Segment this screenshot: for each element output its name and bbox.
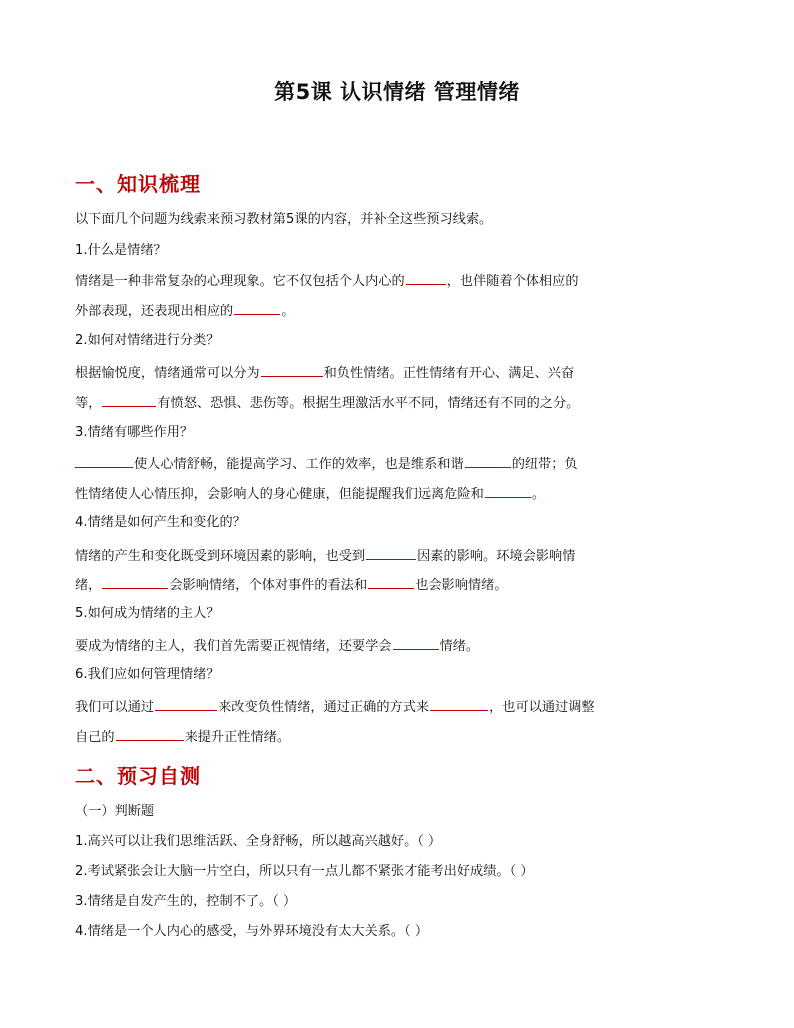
fill-blank[interactable] (75, 454, 133, 468)
fill-blank[interactable] (368, 575, 414, 589)
intro-text: 以下面几个问题为线索来预习教材第5课的内容，并补全这些预习线索。 (75, 212, 493, 227)
answer-1-line-1 (75, 271, 579, 291)
text: 的纽带；负 (511, 457, 578, 472)
text: 绪， (75, 578, 102, 593)
answer-3-line-1 (75, 454, 578, 474)
judgment-item-1: 1.高兴可以让我们思维活跃、全身舒畅，所以越高兴越好。（ ） (75, 834, 442, 849)
subsection-judgment: （一）判断题 (75, 804, 155, 819)
fill-blank[interactable] (116, 727, 184, 741)
question-2: 2.如何对情绪进行分类？ (75, 333, 220, 348)
text: 要成为情绪的主人，我们首先需要正视情绪，还要学会 (75, 639, 392, 654)
section-heading-self-test: 二、预习自测 (75, 764, 201, 788)
answer-3-line-2 (75, 484, 545, 504)
fill-blank[interactable] (234, 301, 280, 315)
fill-blank[interactable] (393, 636, 439, 650)
answer-5-line-1 (75, 636, 479, 656)
fill-blank[interactable] (366, 546, 416, 560)
text: 有愤怒、恐惧、悲伤等。根据生理激活水平不同，情绪还有不同的之分。 (157, 396, 580, 411)
question-6: 6.我们应如何管理情绪？ (75, 667, 220, 682)
text: 外部表现，还表现出相应的 (75, 304, 234, 319)
question-4: 4.情绪是如何产生和变化的？ (75, 515, 246, 530)
fill-blank[interactable] (406, 271, 446, 285)
judgment-item-2: 2.考试紧张会让大脑一片空白，所以只有一点儿都不紧张才能考出好成绩。（ ） (75, 864, 534, 879)
text: 。 (531, 487, 545, 502)
text: ，也可以通过调整 (489, 700, 595, 715)
text: 使人心情舒畅，能提高学习、工作的效率，也是维系和谐 (134, 457, 464, 472)
text: 自己的 (75, 730, 115, 745)
text: 等， (75, 396, 102, 411)
judgment-item-3: 3.情绪是自发产生的，控制不了。（ ） (75, 894, 297, 909)
answer-6-line-2 (75, 727, 290, 747)
text: 情绪的产生和变化既受到环境因素的影响，也受到 (75, 549, 366, 564)
question-5: 5.如何成为情绪的主人？ (75, 606, 220, 621)
answer-4-line-2 (75, 575, 508, 595)
answer-6-line-1 (75, 697, 595, 717)
section-heading-knowledge: 一、知识梳理 (75, 172, 201, 196)
answer-2-line-2 (75, 393, 579, 413)
fill-blank[interactable] (485, 484, 531, 498)
answer-2-line-1 (75, 363, 574, 383)
page-title: 第5课 认识情绪 管理情绪 (274, 80, 520, 104)
text: 根据愉悦度，情绪通常可以分为 (75, 366, 260, 381)
text: 来提升正性情绪。 (184, 730, 291, 745)
answer-4-line-1 (75, 546, 575, 566)
text: 会影响情绪，个体对事件的看法和 (169, 578, 368, 593)
text: 情绪是一种非常复杂的心理现象。它不仅包括个人内心的 (75, 274, 405, 289)
text: 和负性情绪。正性情绪有开心、满足、兴奋 (323, 366, 575, 381)
fill-blank[interactable] (102, 393, 156, 407)
fill-blank[interactable] (465, 454, 511, 468)
text: 性情绪使人心情压抑，会影响人的身心健康，但能提醒我们远离危险和 (75, 487, 484, 502)
text: 因素的影响。环境会影响情 (417, 549, 576, 564)
fill-blank[interactable] (102, 575, 168, 589)
question-3: 3.情绪有哪些作用？ (75, 425, 194, 440)
fill-blank[interactable] (261, 363, 323, 377)
text: 我们可以通过 (75, 700, 155, 715)
question-1: 1.什么是情绪？ (75, 243, 167, 258)
fill-blank[interactable] (430, 697, 488, 711)
text: 也会影响情绪。 (415, 578, 508, 593)
fill-blank[interactable] (155, 697, 217, 711)
text: ，也伴随着个体相应的 (446, 274, 579, 289)
text: 来改变负性情绪，通过正确的方式来 (218, 700, 430, 715)
text: 。 (281, 304, 295, 319)
text: 情绪。 (439, 639, 480, 654)
judgment-item-4: 4.情绪是一个人内心的感受，与外界环境没有太大关系。（ ） (75, 924, 429, 939)
answer-1-line-2 (75, 301, 294, 321)
